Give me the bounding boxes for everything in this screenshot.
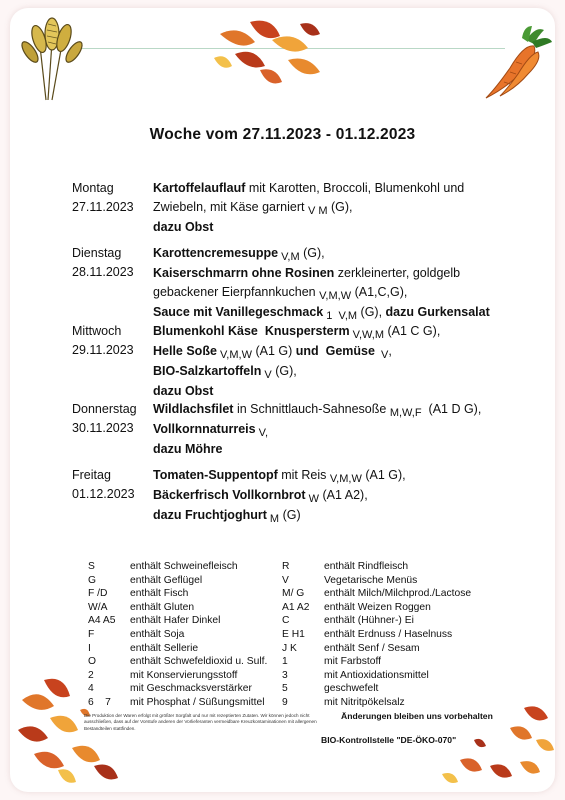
autumn-leaves-top xyxy=(210,14,330,94)
dish-line xyxy=(153,420,563,440)
day-name: Dienstag xyxy=(72,246,122,260)
legend-code: A1 A2 xyxy=(282,601,310,613)
legend-code: F /D xyxy=(88,588,108,600)
legend-code: G xyxy=(88,574,97,586)
day-dishes xyxy=(153,179,563,237)
dish-name: dazu Gurkensalat xyxy=(382,305,490,319)
dish-name: dazu Möhre xyxy=(153,442,223,456)
allergen-info: (A1,C,G), xyxy=(351,285,408,299)
page-title: Woche vom 27.11.2023 - 01.12.2023 xyxy=(149,126,416,143)
allergen-code: V xyxy=(374,349,389,361)
legend-text: mit Geschmacksverstärker xyxy=(130,683,252,695)
allergen-code: W xyxy=(305,493,320,505)
dish-line xyxy=(153,382,563,401)
legend-code: W/A xyxy=(88,601,108,613)
dish-name: Karottencremesuppe xyxy=(153,246,279,260)
dish-name: Blumenkohl Käse Knuspersterm xyxy=(153,324,350,338)
allergen-info: (G), xyxy=(357,305,383,319)
legend-row xyxy=(88,642,488,656)
dish-line xyxy=(153,264,563,283)
changes-notice: Änderungen bleiben uns vorbehalten xyxy=(341,711,493,721)
allergen-info: (A1 C G), xyxy=(384,324,441,338)
legend-text: enthält Sellerie xyxy=(130,642,199,654)
dish-line xyxy=(153,322,563,342)
allergen-code: M,W,F xyxy=(389,407,422,419)
dish-description: mit Karotten, Broccoli, Blumenkohl und xyxy=(245,181,465,195)
day-name: Montag xyxy=(72,181,114,195)
day-label xyxy=(72,400,152,438)
allergen-code: V, xyxy=(255,427,269,439)
allergen-info: (G) xyxy=(279,508,301,522)
bio-control-label: BIO-Kontrollstelle "DE-ÖKO-070" xyxy=(321,735,457,745)
dish-name: BIO-Salzkartoffeln xyxy=(153,364,262,378)
legend-code: 5 xyxy=(282,683,288,695)
day-date: 30.11.2023 xyxy=(72,421,134,435)
legend-row xyxy=(88,669,488,683)
dish-name: dazu Fruchtjoghurt xyxy=(153,508,267,522)
day-label xyxy=(72,466,152,504)
legend-code: 6 7 xyxy=(88,696,111,708)
allergen-info: (A1 G), xyxy=(361,468,406,482)
legend-text: Vegetarische Menüs xyxy=(324,574,418,586)
dish-description: mit Reis xyxy=(277,468,330,482)
allergen-code: V,M xyxy=(278,251,300,263)
legend-text: mit Phosphat / Süßungsmittel xyxy=(130,696,265,708)
legend-code: A4 A5 xyxy=(88,615,116,627)
legend-text: enthält Schweinefleisch xyxy=(130,561,238,572)
legend-text: enthält Milch/Milchprod./Lactose xyxy=(324,588,472,600)
legend-code: V xyxy=(282,574,289,586)
legend-text: mit Konservierungsstoff xyxy=(130,669,238,681)
dish-name: dazu Obst xyxy=(153,220,214,234)
dish-description: gebackener Eierpfannkuchen xyxy=(153,285,320,299)
legend-row xyxy=(88,574,488,588)
legend-code: R xyxy=(282,561,290,572)
legend-row xyxy=(88,587,488,601)
dish-line xyxy=(153,342,563,362)
legend-code: F xyxy=(88,628,95,640)
day-dishes xyxy=(153,244,563,323)
legend-code: C xyxy=(282,615,290,627)
dish-name: Sauce mit Vanillegeschmack xyxy=(153,305,324,319)
dish-line xyxy=(153,440,563,459)
dish-name: und Gemüse xyxy=(292,344,375,358)
dish-line xyxy=(153,283,563,303)
legend-row xyxy=(88,682,488,696)
legend-row xyxy=(88,655,488,669)
day-date: 29.11.2023 xyxy=(72,343,134,357)
legend-code: J K xyxy=(282,642,297,654)
legend-text: mit Antioxidationsmittel xyxy=(324,669,429,681)
legend-code: M/ G xyxy=(282,588,305,600)
dish-line xyxy=(153,179,563,198)
legend-text: mit Nitritpökelsalz xyxy=(324,696,405,708)
legend-text: enthält Gluten xyxy=(130,601,195,613)
allergen-code: 1 V,M xyxy=(323,310,358,322)
legend-row xyxy=(88,601,488,615)
day-dishes xyxy=(153,400,563,459)
legend-text: enthält Soja xyxy=(130,628,185,640)
dish-description: zerkleinerter, goldgelb xyxy=(334,266,461,280)
carrot-icon xyxy=(482,22,554,102)
legend-code: 2 xyxy=(88,669,94,681)
day-name: Donnerstag xyxy=(72,402,137,416)
allergen-code: V,M,W xyxy=(319,290,352,302)
dish-line xyxy=(153,506,563,526)
punctuation: , xyxy=(388,344,392,358)
dish-name: Vollkornnaturreis xyxy=(153,422,256,436)
legend-text: enthält Schwefeldioxid u. Sulf. xyxy=(130,656,268,668)
day-date: 28.11.2023 xyxy=(72,265,134,279)
allergen-code: V M xyxy=(307,205,328,217)
allergen-info: (G), xyxy=(299,246,325,260)
legend-text: enthält Hafer Dinkel xyxy=(130,615,221,627)
day-name: Mittwoch xyxy=(72,324,122,338)
legend-text: mit Farbstoff xyxy=(324,656,382,668)
allergen-code: V,W,M xyxy=(349,329,385,341)
legend-code: 3 xyxy=(282,669,288,681)
allergen-code: V,M,W xyxy=(329,473,362,485)
dish-name: Wildlachsfilet xyxy=(153,402,234,416)
legend-text: enthält Fisch xyxy=(130,588,189,600)
dish-line xyxy=(153,218,563,237)
allergen-info: (A1 G) xyxy=(251,344,293,358)
allergen-info: (A1 D G), xyxy=(421,402,482,416)
dish-line xyxy=(153,466,563,486)
legend-code: 9 xyxy=(282,696,288,708)
fine-print: Die Produktion der Waren erfolgt mit größter Sorgfalt und nur mit rezeptierten Zutaten. Wir können jedoch nicht ausschließen, dass auf der Vorstufe anderen der Vorlieferanten vermeidbare Kreuzkontaminationen mit allergenen Bestandteilen stattfinden. xyxy=(84,713,317,731)
allergen-info: (G), xyxy=(327,200,353,214)
dish-line xyxy=(153,303,563,323)
dish-description: Zwiebeln, mit Käse garniert xyxy=(153,200,308,214)
day-name: Freitag xyxy=(72,468,111,482)
legend-code: S xyxy=(88,561,95,572)
legend-text: enthält Rindfleisch xyxy=(324,561,409,572)
day-dishes xyxy=(153,322,563,401)
legend-text: enthält Erdnuss / Haselnuss xyxy=(324,628,453,640)
allergen-info: (G), xyxy=(271,364,297,378)
day-dishes xyxy=(153,466,563,526)
day-date: 27.11.2023 xyxy=(72,200,134,214)
day-date: 01.12.2023 xyxy=(72,487,135,501)
legend-code: 1 xyxy=(282,656,288,668)
legend-text: enthält (Hühner-) Ei xyxy=(324,615,414,627)
legend-text: enthält Senf / Sesam xyxy=(324,642,420,654)
legend-row xyxy=(88,628,488,642)
allergen-code: V,M,W xyxy=(216,349,252,361)
dish-description: in Schnittlauch-Sahnesoße xyxy=(233,402,390,416)
day-label xyxy=(72,179,152,217)
dish-name: dazu Obst xyxy=(153,384,214,398)
dish-line xyxy=(153,362,563,382)
dish-name: Bäckerfrisch Vollkornbrot xyxy=(153,488,306,502)
dish-name: Kaiserschmarrn ohne Rosinen xyxy=(153,266,335,280)
legend-row xyxy=(88,696,488,710)
legend-row xyxy=(88,614,488,628)
dish-name: Tomaten-Suppentopf xyxy=(153,468,278,482)
dish-line xyxy=(153,244,563,264)
day-label xyxy=(72,322,152,360)
legend-text: enthält Geflügel xyxy=(130,574,203,586)
legend-code: 4 xyxy=(88,683,94,695)
dish-line xyxy=(153,198,563,218)
legend-text: enthält Weizen Roggen xyxy=(324,601,431,613)
allergen-code: V xyxy=(261,369,272,381)
day-label xyxy=(72,244,152,282)
dish-line xyxy=(153,486,563,506)
allergen-code: M xyxy=(266,513,280,525)
wheat-icon xyxy=(18,12,88,102)
dish-name: Kartoffelauflauf xyxy=(153,181,246,195)
legend-code: O xyxy=(88,656,97,668)
legend-code: I xyxy=(88,642,91,654)
legend-row xyxy=(88,560,488,574)
legend-code: E H1 xyxy=(282,628,305,640)
dish-line xyxy=(153,400,563,420)
allergen-legend xyxy=(88,560,488,710)
legend-text: geschwefelt xyxy=(324,683,379,695)
allergen-info: (A1 A2), xyxy=(319,488,368,502)
dish-name: Helle Soße xyxy=(153,344,217,358)
